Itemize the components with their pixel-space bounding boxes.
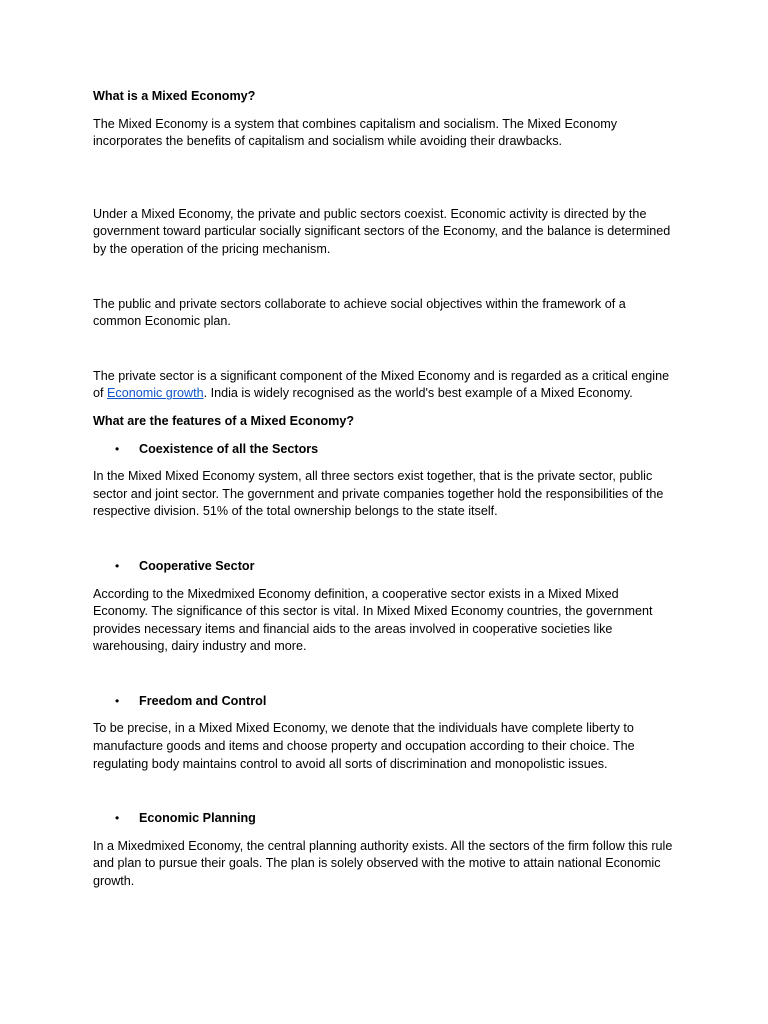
feature-body: According to the Mixedmixed Economy definition, a cooperative sector exists in a Mixed Mixed Economy. The significance of this sector is vital. In Mixed Mixed Economy countries, the government provides necessary items and financial aids to the areas involved in cooperative societies like warehousing, dairy industry and more. <box>93 586 653 654</box>
feature-title: Coexistence of all the Sectors <box>139 441 319 456</box>
paragraph-definition: The Mixed Economy is a system that combines capitalism and socialism. The Mixed Economy incorporates the benefits of capitalism and socialism while avoiding their drawbacks. <box>93 116 618 149</box>
feature-body: In a Mixedmixed Economy, the central planning authority exists. All the sectors of the firm follow this rule and plan to pursue their goals. The plan is solely observed with the motive to attain national Economic growth. <box>93 838 673 889</box>
paragraph-text-before-link: The private sector is a significant component of the Mixed Economy and is regarded as a critical engine of <box>93 368 670 401</box>
economic-growth-link[interactable]: Economic growth <box>107 386 204 401</box>
bullet-icon: • <box>115 558 120 573</box>
bullet-icon: • <box>115 693 120 708</box>
feature-body: To be precise, in a Mixed Mixed Economy, we denote that the individuals have complete liberty to manufacture goods and items and choose property and occupation according to their choice. The regulating body maintains control to avoid all sorts of discrimination and monopolistic issues. <box>93 721 635 771</box>
bullet-icon: • <box>115 811 120 826</box>
paragraph-collaboration: The public and private sectors collaborate to achieve social objectives within the framework of a common Economic plan. <box>93 296 626 329</box>
paragraph-sectors-coexist: Under a Mixed Economy, the private and public sectors coexist. Economic activity is directed by the government toward particular socially significant sectors of the Economy, and the balance is determined by the operation of the pricing mechanism. <box>93 206 671 256</box>
feature-bullet-item <box>93 441 674 459</box>
feature-title: Freedom and Control <box>139 693 267 708</box>
feature-body: In the Mixed Mixed Economy system, all three sectors exist together, that is the private sector, public sector and joint sector. The government and private companies together hold the responsibilities of the respective division. 51% of the total ownership belongs to the state itself. <box>93 469 664 519</box>
heading-features: What are the features of a Mixed Economy? <box>93 413 355 428</box>
paragraph-text-after-link: . India is widely recognised as the world's best example of a Mixed Economy. <box>203 386 633 401</box>
feature-bullet-item <box>93 558 674 576</box>
feature-title: Economic Planning <box>139 811 256 826</box>
heading-what-is-mixed-economy: What is a Mixed Economy? <box>93 89 256 103</box>
bullet-icon: • <box>115 441 120 456</box>
paragraph-private-sector <box>93 368 674 403</box>
feature-title: Cooperative Sector <box>139 558 255 573</box>
feature-bullet-item <box>93 693 674 711</box>
feature-bullet-item <box>93 810 674 828</box>
